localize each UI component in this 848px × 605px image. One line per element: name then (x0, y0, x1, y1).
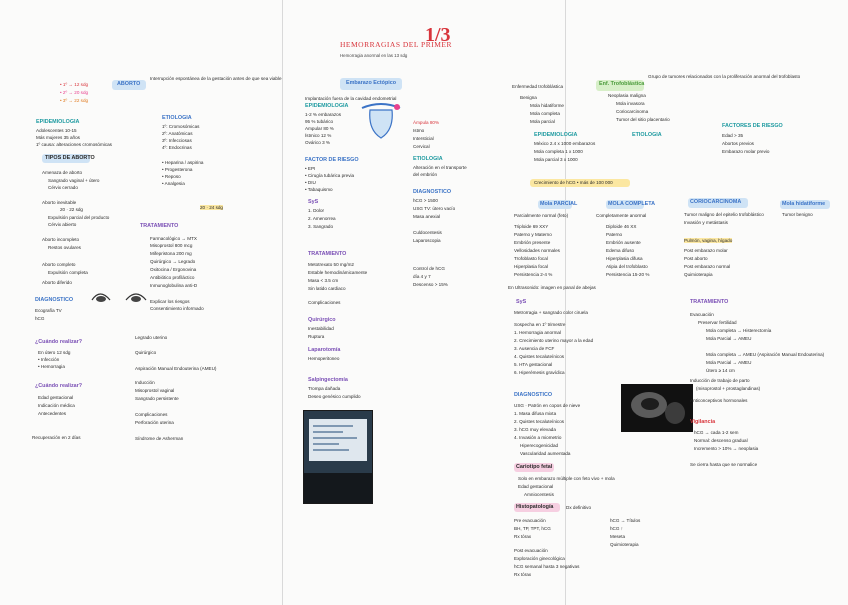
epi3-heading: EPIDEMIOLOGIA (534, 132, 578, 138)
etiologia-heading: ETIOLOGIA (162, 115, 192, 121)
factores-heading: FACTORES DE RIESGO (722, 123, 783, 129)
ameu: Aspiración Manual Endouterina (AMEU) (135, 366, 217, 371)
tipo-item: Aborto incompleto (42, 237, 80, 242)
mola-completa-heading: MOLA COMPLETA (608, 201, 656, 207)
trat3-heading: TRATAMIENTO (690, 299, 729, 305)
ectopico-definition: Implantación fuera de la cavidad endometrial (305, 96, 397, 101)
ampula-label: Ámpula 80% (413, 120, 440, 125)
aborto-definition: Interrupción espontánea de la gestación antes de que sea viable (150, 76, 282, 81)
page-subtitle: Hemorragia anormal en las 13 sdg (340, 53, 408, 58)
factor-item: Abortos previos (722, 141, 754, 146)
epi-line: 1º causa: alteraciones cromosómicas (36, 142, 112, 147)
misoprostol: Misoprostol 800 mcg (150, 243, 193, 248)
sys-heading: SyS (308, 199, 319, 205)
tipo-item: Aborto completo (42, 262, 76, 267)
epi-line: Más mujeres 35 años (36, 135, 80, 140)
legrado: Legrado uterino (135, 335, 168, 340)
divider (565, 0, 566, 605)
seguimiento-note: hCG semanal hasta 3 negativas (514, 564, 580, 569)
etio3-heading: ETIOLOGIA (632, 132, 662, 138)
evacuacion-label: Evacuación (690, 312, 714, 317)
diag-line: hCG (35, 316, 45, 321)
cariotipo-heading: Cariotipo fetal (516, 464, 553, 470)
epi-line: Adolescentes 10-15 (36, 128, 77, 133)
corio-heading: CORIOCARCINOMA (690, 199, 742, 205)
etiologia-heading: ETIOLOGIA (413, 156, 443, 162)
uterus-icon (356, 100, 406, 142)
recuperacion-note: Recuperación en 2 días (32, 435, 81, 440)
uterus-sketch-icon (88, 286, 152, 308)
complicaciones-label: Complicaciones (308, 300, 341, 305)
divider (282, 0, 283, 605)
istmo-label: Istmo (413, 128, 425, 133)
etio-line: 4º: Endocrinas (162, 145, 192, 150)
page-fraction: 1/3 (425, 24, 451, 46)
etio-line: 3º: Infecciosas (162, 138, 192, 143)
ectopico-heading: Embarazo Ectópico (346, 80, 397, 86)
epidemiologia-heading: EPIDEMIOLOGIA (36, 119, 80, 125)
mola-parcial-heading: Mola PARCIAL (540, 201, 578, 207)
diag-heading: DIAGNOSTICO (413, 189, 452, 195)
etio-line: 1º: Cromosómicas (162, 124, 200, 129)
factor-item: Edad > 35 (722, 133, 744, 138)
epi-heading: EPIDEMIOLOGIA (305, 103, 349, 109)
metastasis-note: Pulmón, vagina, hígado (684, 238, 733, 243)
quirurgico-heading: Quirúrgico (308, 317, 336, 323)
factor-item: Embarazo molar previo (722, 149, 770, 154)
diag3-heading: DIAGNOSTICO (514, 392, 553, 398)
page-title: HEMORRAGIAS DEL PRIMER (340, 40, 452, 49)
diag-line: Ecografía TV (35, 308, 62, 313)
aborto-heading: ABORTO (117, 81, 141, 87)
tipo-item: Aborto inevitable (42, 200, 77, 205)
histo-heading: Histopatología (516, 504, 554, 510)
trat-heading: TRATAMIENTO (308, 251, 347, 257)
ultrasound-image (621, 384, 693, 432)
tratamiento-heading: TRATAMIENTO (140, 223, 179, 229)
enf-definition: Grupo de tumores relacionados con la proliferación anormal del trofoblasto (648, 74, 801, 79)
vigilancia-label: Vigilancia (690, 419, 716, 425)
tipo-item: Amenaza de aborto (42, 170, 83, 175)
salping-heading: Salpingectomía (308, 377, 348, 383)
etio-line: 2º: Anatómicas (162, 131, 193, 136)
tipo-item: Aborto diferido (42, 280, 72, 285)
mola-hidatiforme-heading: Mola hidatiforme (782, 201, 826, 207)
sys3-heading: SyS (516, 299, 527, 305)
diagnostico-heading: DIAGNOSTICO (35, 297, 74, 303)
corio-definition: Tumor maligno del epitelio trofoblástico (684, 212, 764, 217)
lecture-photo (303, 410, 373, 504)
mtx-label: Metotrexato 50 mg/m2 (308, 262, 354, 267)
enf-heading: Enf. Trofoblástica (599, 81, 645, 87)
tipos-heading: TIPOS DE ABORTO (45, 155, 95, 161)
cuando-heading: ¿Cuándo realizar? (35, 339, 83, 345)
factor-heading: FACTOR DE RIESGO (305, 157, 359, 163)
